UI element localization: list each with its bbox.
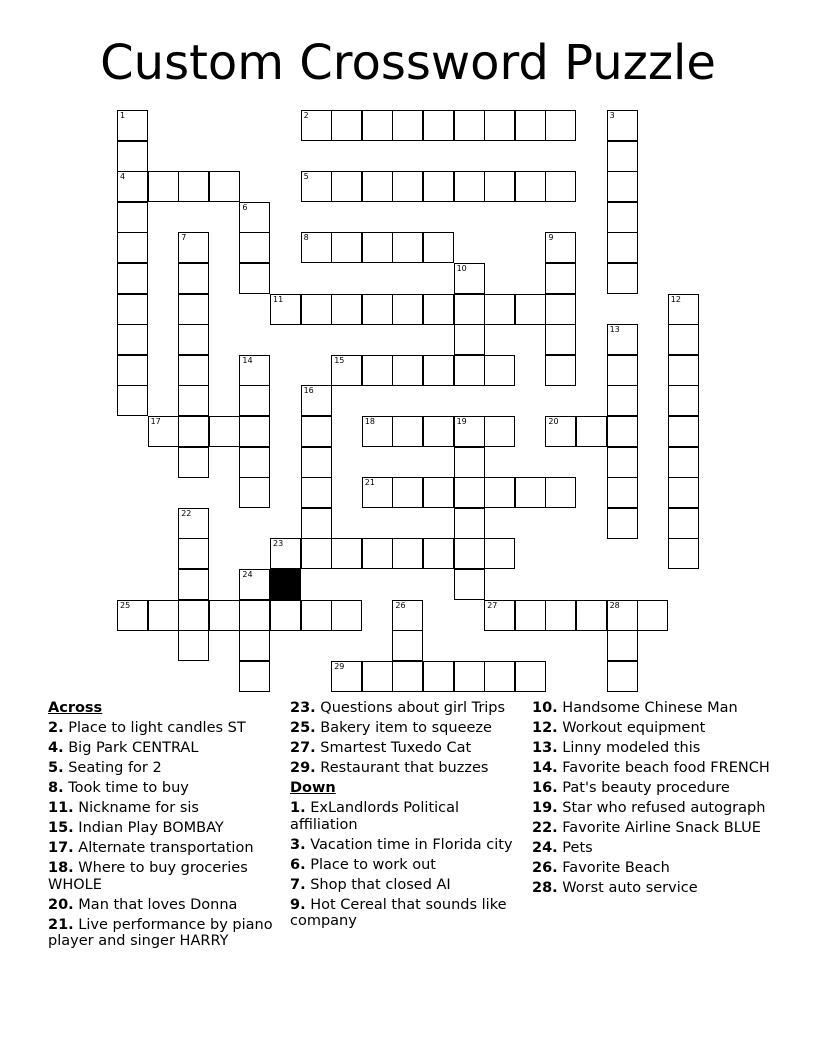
grid-cell[interactable]: [301, 416, 332, 447]
clue-number-label: 15.: [48, 820, 74, 836]
grid-cell[interactable]: [239, 447, 270, 478]
clue: [48, 760, 283, 777]
grid-cell[interactable]: [178, 630, 209, 661]
grid-cell[interactable]: [545, 110, 576, 141]
clue: [532, 800, 772, 817]
clue-number: 4: [120, 172, 126, 182]
grid-cell[interactable]: [331, 661, 362, 692]
grid-cell[interactable]: [239, 600, 270, 631]
clue-heading-label: Across: [48, 700, 103, 716]
clue: [48, 840, 283, 857]
grid-cell[interactable]: [454, 569, 485, 600]
grid-cell[interactable]: [545, 355, 576, 386]
clue-text: Took time to buy: [63, 780, 189, 796]
grid-cell[interactable]: [117, 355, 148, 386]
clue: [48, 800, 283, 817]
clue-number: 28: [609, 600, 620, 610]
grid-cell[interactable]: [607, 477, 638, 508]
grid-cell[interactable]: [454, 661, 485, 692]
grid-cell[interactable]: [239, 263, 270, 294]
grid-cell[interactable]: [301, 232, 332, 263]
grid-cell[interactable]: [423, 294, 454, 325]
clue-text: Pets: [557, 840, 593, 856]
clue-number: 24: [242, 570, 253, 579]
grid-cell[interactable]: [454, 263, 485, 294]
grid-cell[interactable]: [515, 477, 546, 508]
grid-cell[interactable]: [148, 416, 179, 447]
grid-cell[interactable]: [607, 661, 638, 692]
grid-cell[interactable]: [668, 416, 699, 447]
clue: [532, 720, 772, 737]
clue-number: 10: [456, 264, 467, 273]
grid-cell[interactable]: [239, 416, 270, 447]
grid-cell[interactable]: [239, 630, 270, 661]
grid-cell[interactable]: [239, 232, 270, 263]
clue-number-label: 20.: [48, 896, 74, 913]
grid-cell[interactable]: [392, 171, 423, 202]
clue-text: Favorite beach food FRENCH: [557, 760, 770, 776]
grid-cell[interactable]: [607, 263, 638, 294]
grid-cell[interactable]: [331, 232, 362, 263]
clue-number-label: 12.: [532, 720, 558, 736]
clue-number: 2: [303, 111, 309, 120]
grid-cell[interactable]: [392, 294, 423, 325]
clue-text: Where to buy groceries WHOLE: [48, 860, 248, 893]
clue-number: 20: [548, 417, 559, 426]
grid-cell[interactable]: [362, 171, 393, 202]
clue-number: 5: [303, 172, 309, 182]
grid-cell[interactable]: [668, 324, 699, 355]
grid-cell[interactable]: [178, 294, 209, 325]
clue: [48, 740, 283, 757]
grid-cell[interactable]: [178, 600, 209, 631]
grid-cell[interactable]: [423, 538, 454, 569]
grid-cell[interactable]: [484, 477, 515, 508]
clue: [290, 700, 525, 717]
grid-cell[interactable]: [668, 385, 699, 416]
clue-number-label: 11.: [48, 800, 74, 816]
grid-cell[interactable]: [117, 110, 148, 141]
grid-cell[interactable]: [178, 232, 209, 263]
clue-number-label: 18.: [48, 860, 74, 876]
grid-cell[interactable]: [178, 569, 209, 600]
clue: [290, 760, 525, 777]
clue-number-label: 25.: [290, 720, 316, 736]
grid-cell[interactable]: [607, 202, 638, 233]
clue: [290, 800, 525, 833]
clue-number: 29: [334, 661, 345, 671]
grid-cell[interactable]: [637, 600, 668, 631]
grid-cell[interactable]: [331, 538, 362, 569]
clue: [290, 897, 525, 930]
grid-cell[interactable]: [607, 416, 638, 447]
clue-number: 17: [150, 417, 161, 426]
clue-heading: [48, 700, 283, 717]
clue-number-label: 27.: [290, 740, 316, 756]
grid-cell[interactable]: [454, 294, 485, 325]
grid-cell[interactable]: [117, 232, 148, 263]
grid-cell[interactable]: [178, 263, 209, 294]
grid-cell[interactable]: [454, 171, 485, 202]
clue-number: 13: [609, 325, 620, 335]
clue-number: 23: [273, 539, 284, 549]
grid-cell[interactable]: [484, 110, 515, 141]
grid-cell[interactable]: [515, 110, 546, 141]
clue-text: Big Park CENTRAL: [63, 740, 199, 756]
clue-number: 3: [609, 111, 615, 120]
grid-cell[interactable]: [301, 294, 332, 325]
clue-number-label: 5.: [48, 760, 64, 776]
clue-number-label: 29.: [290, 760, 316, 776]
clue: [290, 857, 525, 874]
clue-column-2: [290, 700, 525, 933]
clue-text: Hot Cereal that sounds like company: [290, 896, 507, 929]
clue-number: 16: [303, 386, 314, 396]
clue-text: Pat's beauty procedure: [557, 780, 730, 796]
grid-cell[interactable]: [515, 600, 546, 631]
grid-cell[interactable]: [148, 600, 179, 631]
clue-text: Worst auto service: [557, 880, 698, 896]
clue-number: 15: [334, 355, 345, 365]
grid-cell[interactable]: [301, 110, 332, 141]
grid-cell[interactable]: [239, 202, 270, 233]
clue-number-label: 7.: [290, 876, 306, 893]
black-cell: [270, 569, 301, 600]
clue-number: 11: [273, 294, 284, 304]
grid-cell[interactable]: [515, 294, 546, 325]
grid-cell[interactable]: [239, 569, 270, 600]
grid-cell[interactable]: [178, 385, 209, 416]
grid-cell[interactable]: [545, 171, 576, 202]
clue-heading-label: Down: [290, 780, 336, 796]
grid-cell[interactable]: [668, 447, 699, 478]
grid-cell[interactable]: [362, 294, 393, 325]
grid-cell[interactable]: [484, 294, 515, 325]
grid-cell[interactable]: [331, 600, 362, 631]
grid-cell[interactable]: [331, 294, 362, 325]
grid-cell[interactable]: [362, 110, 393, 141]
grid-cell[interactable]: [362, 477, 393, 508]
grid-cell[interactable]: [607, 508, 638, 539]
clue-text: Seating for 2: [63, 760, 162, 776]
grid-cell[interactable]: [362, 355, 393, 386]
grid-cell[interactable]: [362, 661, 393, 692]
clue-text: Restaurant that buzzes: [315, 760, 489, 776]
grid-cell[interactable]: [545, 324, 576, 355]
clue-number-label: 4.: [48, 740, 64, 756]
clue-text: Vacation time in Florida city: [305, 836, 513, 853]
clue-number-label: 24.: [532, 840, 558, 856]
clue-text: Live performance by piano player and singer HARRY: [48, 916, 273, 949]
clue-number: 14: [242, 355, 253, 365]
grid-cell[interactable]: [117, 600, 148, 631]
grid-cell[interactable]: [148, 171, 179, 202]
grid-cell[interactable]: [668, 355, 699, 386]
grid-cell[interactable]: [454, 355, 485, 386]
clue-number-label: 13.: [532, 740, 558, 756]
grid-cell[interactable]: [239, 355, 270, 386]
clue: [532, 740, 772, 757]
grid-cell[interactable]: [117, 171, 148, 202]
grid-cell[interactable]: [423, 661, 454, 692]
grid-cell[interactable]: [454, 447, 485, 478]
clue-text: Bakery item to squeeze: [315, 720, 492, 736]
grid-cell[interactable]: [392, 232, 423, 263]
grid-cell[interactable]: [607, 385, 638, 416]
clue: [532, 760, 772, 777]
clue-text: ExLandlords Political affiliation: [290, 800, 460, 833]
clue-number-label: 22.: [532, 820, 558, 836]
grid-cell[interactable]: [178, 416, 209, 447]
clue-number-label: 6.: [290, 856, 306, 873]
clue-number-label: 8.: [48, 780, 64, 796]
clue-heading: [290, 780, 525, 797]
clue: [48, 720, 283, 737]
clue-text: Questions about girl Trips: [315, 700, 506, 716]
grid-cell[interactable]: [392, 538, 423, 569]
grid-cell[interactable]: [423, 416, 454, 447]
grid-cell[interactable]: [607, 355, 638, 386]
grid-cell[interactable]: [484, 661, 515, 692]
grid-cell[interactable]: [178, 538, 209, 569]
clue: [48, 917, 283, 950]
clue-number-label: 28.: [532, 880, 558, 896]
clue-text: Man that loves Donna: [73, 896, 238, 913]
clue-number-label: 19.: [532, 800, 558, 816]
grid-cell[interactable]: [484, 538, 515, 569]
grid-cell[interactable]: [668, 538, 699, 569]
clue-number-label: 21.: [48, 916, 74, 933]
clue-number: 21: [364, 478, 375, 488]
grid-cell[interactable]: [423, 477, 454, 508]
clue-text: Star who refused autograph: [557, 800, 766, 816]
grid-cell[interactable]: [668, 477, 699, 508]
grid-cell[interactable]: [423, 232, 454, 263]
clue-text: Shop that closed AI: [305, 876, 451, 893]
grid-cell[interactable]: [362, 416, 393, 447]
grid-cell[interactable]: [239, 477, 270, 508]
clue-text: Favorite Airline Snack BLUE: [557, 820, 761, 836]
grid-cell[interactable]: [392, 661, 423, 692]
grid-cell[interactable]: [668, 294, 699, 325]
clue: [290, 877, 525, 894]
grid-cell[interactable]: [392, 355, 423, 386]
grid-cell[interactable]: [545, 232, 576, 263]
clue: [532, 700, 772, 717]
grid-cell[interactable]: [331, 110, 362, 141]
clue-text: Place to work out: [305, 856, 436, 873]
page-title: Custom Crossword Puzzle: [100, 35, 716, 91]
grid-cell[interactable]: [607, 171, 638, 202]
grid-cell[interactable]: [301, 447, 332, 478]
grid-cell[interactable]: [117, 263, 148, 294]
grid-cell[interactable]: [270, 294, 301, 325]
grid-cell[interactable]: [607, 600, 638, 631]
clue-number: 7: [181, 233, 187, 243]
grid-cell[interactable]: [209, 416, 240, 447]
clue-number: 9: [548, 233, 554, 243]
grid-cell[interactable]: [607, 232, 638, 263]
clue-number: 22: [181, 508, 192, 518]
grid-cell[interactable]: [331, 171, 362, 202]
clue-number: 25: [120, 600, 131, 610]
grid-cell[interactable]: [607, 110, 638, 141]
clue: [48, 860, 283, 893]
grid-cell[interactable]: [607, 447, 638, 478]
clue-text: Indian Play BOMBAY: [73, 820, 224, 836]
clue: [48, 820, 283, 837]
grid-cell[interactable]: [576, 416, 607, 447]
clue: [532, 860, 772, 877]
clue-number-label: 17.: [48, 840, 74, 856]
clue: [290, 740, 525, 757]
grid-cell[interactable]: [178, 324, 209, 355]
grid-cell[interactable]: [178, 171, 209, 202]
grid-cell[interactable]: [301, 477, 332, 508]
grid-cell[interactable]: [392, 416, 423, 447]
clue-text: Handsome Chinese Man: [557, 700, 738, 716]
grid-cell[interactable]: [454, 110, 485, 141]
clue-number: 26: [395, 600, 406, 610]
grid-cell[interactable]: [209, 171, 240, 202]
grid-cell[interactable]: [454, 508, 485, 539]
clue: [290, 837, 525, 854]
grid-cell[interactable]: [576, 600, 607, 631]
grid-cell[interactable]: [331, 355, 362, 386]
grid-cell[interactable]: [515, 661, 546, 692]
grid-cell[interactable]: [484, 355, 515, 386]
grid-cell[interactable]: [209, 600, 240, 631]
grid-cell[interactable]: [423, 171, 454, 202]
grid-cell[interactable]: [301, 508, 332, 539]
grid-cell[interactable]: [178, 508, 209, 539]
grid-cell[interactable]: [454, 538, 485, 569]
clue-number-label: 23.: [290, 700, 316, 716]
grid-cell[interactable]: [484, 416, 515, 447]
grid-cell[interactable]: [607, 630, 638, 661]
grid-cell[interactable]: [392, 477, 423, 508]
grid-cell[interactable]: [668, 508, 699, 539]
clue-text: Linny modeled this: [557, 740, 701, 756]
grid-cell[interactable]: [392, 630, 423, 661]
clue-text: Smartest Tuxedo Cat: [315, 740, 472, 756]
clue-number-label: 1.: [290, 800, 306, 816]
clue: [532, 820, 772, 837]
grid-cell[interactable]: [301, 385, 332, 416]
grid-cell[interactable]: [545, 263, 576, 294]
clue: [532, 780, 772, 797]
grid-cell[interactable]: [392, 600, 423, 631]
grid-cell[interactable]: [117, 202, 148, 233]
grid-cell[interactable]: [270, 538, 301, 569]
clue: [48, 780, 283, 797]
grid-cell[interactable]: [454, 324, 485, 355]
clue-text: Place to light candles ST: [63, 720, 246, 736]
clue-number-label: 26.: [532, 860, 558, 876]
clue: [290, 720, 525, 737]
grid-cell[interactable]: [545, 600, 576, 631]
clue: [48, 897, 283, 914]
clue-number: 18: [364, 417, 375, 426]
clue-number-label: 10.: [532, 700, 558, 716]
clue-text: Favorite Beach: [557, 860, 670, 876]
clue-text: Nickname for sis: [73, 800, 199, 816]
clue-number: 19: [456, 417, 467, 426]
clue-number: 27: [487, 600, 498, 610]
grid-cell[interactable]: [423, 110, 454, 141]
grid-cell[interactable]: [117, 141, 148, 172]
clue: [532, 880, 772, 897]
grid-cell[interactable]: [545, 416, 576, 447]
clue-text: Workout equipment: [557, 720, 706, 736]
grid-cell[interactable]: [178, 447, 209, 478]
grid-cell[interactable]: [607, 141, 638, 172]
clue-number-label: 3.: [290, 836, 306, 853]
grid-cell[interactable]: [454, 416, 485, 447]
grid-cell[interactable]: [239, 385, 270, 416]
grid-cell[interactable]: [239, 661, 270, 692]
clue-number: 12: [670, 294, 681, 304]
grid-cell[interactable]: [454, 477, 485, 508]
grid-cell[interactable]: [301, 538, 332, 569]
clue-number: 1: [120, 111, 126, 120]
grid-cell[interactable]: [545, 294, 576, 325]
grid-cell[interactable]: [607, 324, 638, 355]
clue: [532, 840, 772, 857]
grid-cell[interactable]: [270, 600, 301, 631]
clue-number: 6: [242, 202, 248, 212]
grid-cell[interactable]: [515, 171, 546, 202]
grid-cell[interactable]: [484, 600, 515, 631]
grid-cell[interactable]: [178, 355, 209, 386]
clue-number-label: 9.: [290, 896, 306, 913]
grid-cell[interactable]: [423, 355, 454, 386]
grid-cell[interactable]: [484, 171, 515, 202]
grid-cell[interactable]: [362, 538, 393, 569]
clue-number-label: 14.: [532, 760, 558, 776]
grid-cell[interactable]: [117, 294, 148, 325]
clue-number: 8: [303, 233, 309, 243]
grid-cell[interactable]: [545, 477, 576, 508]
grid-cell[interactable]: [117, 385, 148, 416]
clue-text: Alternate transportation: [73, 840, 254, 856]
clue-column-1: [48, 700, 283, 953]
clue-number-label: 2.: [48, 720, 64, 736]
grid-cell[interactable]: [392, 110, 423, 141]
grid-cell[interactable]: [362, 232, 393, 263]
clue-number-label: 16.: [532, 780, 558, 796]
grid-cell[interactable]: [301, 600, 332, 631]
grid-cell[interactable]: [117, 324, 148, 355]
grid-cell[interactable]: [301, 171, 332, 202]
clue-column-3: [532, 700, 772, 900]
